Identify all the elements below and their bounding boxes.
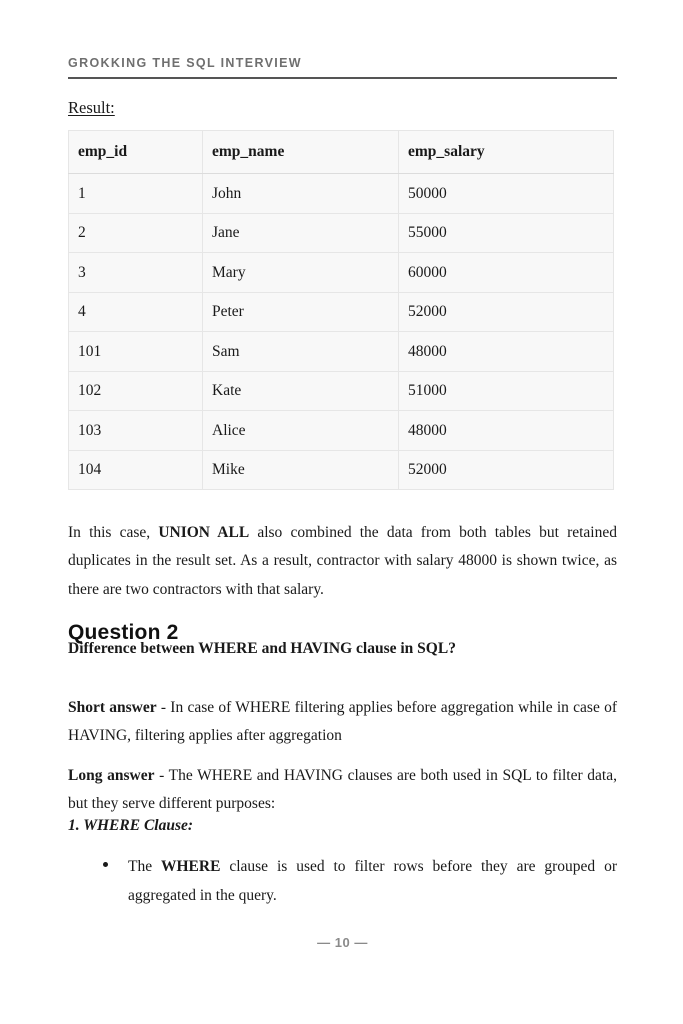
cell-emp-name: John	[203, 174, 399, 214]
cell-emp-salary: 52000	[399, 450, 614, 490]
where-keyword: WHERE	[161, 858, 221, 875]
cell-emp-id: 101	[69, 332, 203, 372]
cell-emp-id: 3	[69, 253, 203, 293]
cell-emp-id: 104	[69, 450, 203, 490]
table-row	[69, 174, 614, 214]
cell-emp-id: 4	[69, 292, 203, 332]
cell-emp-salary: 52000	[399, 292, 614, 332]
table-row	[69, 292, 614, 332]
union-all-paragraph	[68, 519, 617, 605]
cell-emp-salary: 51000	[399, 371, 614, 411]
column-header-emp-id: emp_id	[69, 131, 203, 174]
cell-emp-name: Mary	[203, 253, 399, 293]
cell-emp-name: Mike	[203, 450, 399, 490]
bullet-item-text	[128, 853, 617, 910]
short-answer-text: - In case of WHERE filtering applies before aggregation while in case of HAVING, filtering applies after aggregation	[68, 698, 617, 744]
bullet-rest: clause is used to filter rows before they are grouped or aggregated in the query.	[128, 858, 617, 904]
cell-emp-salary: 48000	[399, 332, 614, 372]
table-row	[69, 411, 614, 451]
short-answer-paragraph	[68, 694, 617, 751]
where-clause-heading: 1. WHERE Clause:	[68, 817, 194, 834]
table-row	[69, 253, 614, 293]
long-answer-label: Long answer	[68, 766, 155, 784]
column-header-emp-salary: emp_salary	[399, 131, 614, 174]
page-content	[68, 0, 617, 1024]
cell-emp-salary: 55000	[399, 213, 614, 253]
cell-emp-id: 2	[69, 213, 203, 253]
question-subtitle: Difference between WHERE and HAVING clause in SQL?	[68, 640, 456, 657]
result-table	[68, 130, 614, 490]
cell-emp-id: 103	[69, 411, 203, 451]
cell-emp-salary: 48000	[399, 411, 614, 451]
table-row	[69, 213, 614, 253]
long-answer-text: - The WHERE and HAVING clauses are both used in SQL to filter data, but they serve different purposes:	[68, 766, 617, 812]
table-row	[69, 332, 614, 372]
table-row	[69, 450, 614, 490]
cell-emp-name: Sam	[203, 332, 399, 372]
page-number-footer: — 10 —	[317, 935, 368, 950]
running-header-title: GROKKING THE SQL INTERVIEW	[68, 56, 302, 70]
cell-emp-salary: 50000	[399, 174, 614, 214]
long-answer-paragraph	[68, 762, 617, 819]
union-paragraph-rest: also combined the data from both tables but retained duplicates in the result set. As a result, contractor with salary 48000 is shown twice, as there are two contractors with that salary.	[68, 523, 617, 598]
column-header-emp-name: emp_name	[203, 131, 399, 174]
short-answer-label: Short answer	[68, 698, 157, 716]
header-divider	[68, 77, 617, 79]
cell-emp-salary: 60000	[399, 253, 614, 293]
cell-emp-id: 102	[69, 371, 203, 411]
cell-emp-name: Kate	[203, 371, 399, 411]
result-label: Result:	[68, 98, 115, 117]
cell-emp-name: Alice	[203, 411, 399, 451]
table-header-row	[69, 131, 614, 174]
bullet-icon	[103, 862, 108, 867]
bullet-lead: The	[128, 858, 161, 875]
cell-emp-name: Peter	[203, 292, 399, 332]
union-all-keyword: UNION ALL	[158, 523, 250, 541]
cell-emp-id: 1	[69, 174, 203, 214]
cell-emp-name: Jane	[203, 213, 399, 253]
union-paragraph-lead: In this case,	[68, 523, 159, 541]
table-row	[69, 371, 614, 411]
question-heading: Question 2	[68, 621, 179, 645]
